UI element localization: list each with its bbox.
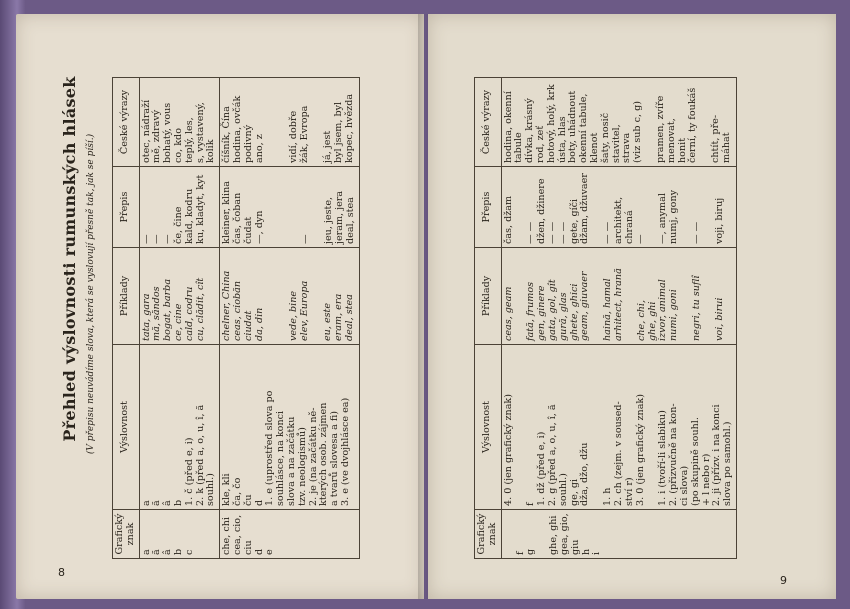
cell-line: rod, zeť	[534, 125, 546, 163]
cell-line: geam, giuvaer	[579, 271, 591, 341]
cell-line: bohatý, vous	[162, 102, 174, 163]
cell-line: —	[634, 234, 646, 244]
header-vyslovnost: Výslovnost	[113, 345, 140, 510]
cell-line: —	[300, 234, 312, 244]
cell-line: stavitel,	[610, 124, 622, 163]
cell-line	[265, 251, 277, 341]
cell-line: pramen, zvíře	[654, 95, 666, 163]
cell-line: co, kdo	[172, 128, 184, 163]
cell-line: —	[140, 234, 152, 244]
cell-line	[289, 170, 301, 244]
cell-line: gea, gio,	[558, 513, 570, 555]
cell-prepis	[139, 167, 220, 248]
left-page	[16, 14, 424, 599]
cell-line: souhl.)	[557, 473, 569, 506]
cell-line: 3. 0 (jen grafický znak)	[634, 394, 646, 506]
cell-line: kopec, hvězda	[343, 93, 355, 163]
cell-line: vede, bine	[288, 290, 300, 341]
cell-line: otec, nádraží	[140, 99, 152, 163]
cell-line: kald, kodru	[183, 188, 195, 244]
cell-line: h	[580, 548, 592, 555]
cell-line: d	[253, 499, 265, 506]
cell-line: architekt,	[612, 196, 624, 244]
cell-line: hodina, okenní	[502, 91, 514, 163]
cell-line: 2. k (před a, o, u, î, ă	[194, 404, 206, 506]
cell-line	[591, 348, 603, 506]
cell-line: čas, čoban	[231, 192, 243, 244]
cell-prepis	[501, 167, 736, 248]
cell-line: eu, este	[321, 302, 333, 341]
cell-line: ča, čo	[231, 477, 243, 506]
header-vyslovnost: Výslovnost	[475, 345, 502, 510]
cell-line: ano, z	[253, 134, 265, 163]
cell-line: honit	[676, 137, 688, 163]
header-ceske: České výrazy	[475, 78, 502, 167]
cell-line: 1. i (tvoří-li slabiku)	[657, 410, 669, 506]
cell-line: menovat,	[665, 118, 677, 163]
cell-line: teplý, les,	[183, 117, 195, 163]
cell-line: ghe, ghi	[646, 301, 658, 341]
cell-line: numi, goni	[668, 289, 680, 341]
cell-line: já, jest	[321, 130, 333, 163]
cell-line: deal, stea	[344, 197, 356, 244]
cell-line: klenot	[588, 132, 600, 163]
cell-line: ge, gi	[568, 478, 580, 506]
cell-line: 2. je (na začátku ně-	[307, 407, 319, 506]
cell-line: negri, tu suflî	[690, 275, 702, 341]
cell-line: — —	[602, 221, 614, 244]
cell-line: byl jsem, byl	[332, 101, 344, 163]
header-priklady: Příklady	[475, 248, 502, 345]
cell-line: máhat	[720, 132, 732, 163]
cell-line: che, chi,	[635, 300, 647, 341]
cell-line: podivný	[242, 124, 254, 163]
cell-line: + l nebo r)	[700, 453, 712, 506]
cell-line: che, chi	[221, 517, 233, 555]
cell-line: g	[525, 548, 537, 555]
cell-line: čudat	[242, 216, 254, 244]
cell-line: ă	[151, 500, 163, 506]
cell-line: 3. e (ve dvojhlásce ea)	[339, 397, 351, 506]
cell-line: numj, gony	[668, 189, 680, 244]
cell-line: 2. ch (zejm. v soused-	[612, 401, 624, 506]
cell-line: b	[172, 548, 184, 555]
page-subtitle: (V přepisu neuvádíme slova, která se vyslovují přesně tak, jak se píší.)	[86, 133, 96, 455]
cell-line: â	[162, 549, 174, 555]
cell-line: ču	[242, 494, 254, 506]
cell-line: šaty, nosič	[599, 112, 611, 163]
cell-vyslovnost	[139, 345, 220, 510]
cell-ceske	[501, 78, 736, 167]
cell-priklady	[501, 248, 736, 345]
cell-line	[703, 251, 715, 341]
cell-line: tabule	[513, 132, 525, 163]
cell-line: eram, era	[332, 293, 344, 341]
table-row	[220, 78, 359, 559]
cell-ceske	[139, 78, 220, 167]
cell-line: kolik	[205, 139, 217, 163]
cell-line: ă	[151, 549, 163, 555]
cell-line: s, vystavený,	[194, 102, 206, 163]
pronunciation-table-left	[112, 77, 360, 559]
cell-line: ústa, hlas	[556, 116, 568, 163]
cell-line: tzv. neologismů)	[296, 427, 308, 506]
cell-priklady	[220, 248, 359, 345]
cell-line: d	[253, 548, 265, 555]
cell-line: a	[140, 549, 152, 555]
cell-line	[277, 170, 289, 244]
cell-line: c	[183, 549, 195, 555]
cell-line: ství r)	[623, 477, 635, 506]
cell-line: jeu, jeste,	[323, 196, 335, 244]
cell-line: okenní tabule,	[578, 93, 590, 163]
cell-line: žák, Evropa	[299, 105, 311, 163]
cell-line: 4. 0 (jen grafický znak)	[502, 394, 514, 506]
cell-line: ciu	[242, 540, 254, 555]
cell-line: ce, cine	[172, 303, 184, 341]
cell-line: vidí, dobře	[288, 110, 300, 163]
cell-line: ciudat	[242, 310, 254, 341]
cell-line: 2. (přizvučně na kon-	[668, 403, 680, 506]
cell-line: — —	[546, 221, 558, 244]
cell-line: gata, gol, gît	[546, 279, 558, 341]
cell-line: a tvarů slovesa a fi)	[329, 410, 341, 506]
cell-line: f	[525, 502, 537, 506]
cell-line: ghete, ghici	[568, 283, 580, 341]
cell-line: 2. ji (přízv. i na konci	[711, 404, 723, 506]
cell-vyslovnost	[501, 345, 736, 510]
cell-line: če, čine	[172, 206, 184, 244]
cell-line: ghe, ghi	[548, 515, 560, 555]
page-title: Přehled výslovnosti rumunských hlásek	[60, 76, 79, 442]
cell-line	[625, 251, 637, 341]
cell-line: — —	[525, 221, 537, 244]
cell-line: číšník, Čína	[221, 106, 233, 163]
cell-line: b	[172, 499, 184, 506]
cell-line: souhl.)	[205, 473, 217, 506]
header-ceske: České výrazy	[113, 78, 140, 167]
cell-line: fată, frumos	[525, 281, 537, 341]
cell-line: dívka, krásný	[524, 98, 536, 163]
cell-line: i	[591, 551, 603, 555]
header-prepis: Přepis	[113, 167, 140, 248]
cell-prepis	[220, 167, 359, 248]
cell-line: tata, gara	[140, 293, 152, 341]
cell-line: a	[140, 500, 152, 506]
cell-line: e	[264, 549, 276, 555]
cell-line: ci slova)	[678, 465, 690, 506]
cell-line: cu, clădit, cît	[194, 277, 206, 341]
cell-line: 1. dž (před e, i)	[536, 431, 548, 506]
cell-line	[514, 348, 526, 506]
cell-line: souhlásce, na konci	[275, 410, 287, 506]
table-row	[139, 78, 220, 559]
cell-line: černí, ty foukáš	[687, 87, 699, 163]
cell-znak	[501, 510, 736, 559]
cell-line: hodina, ovčák	[231, 95, 243, 163]
cell-line: elev, Europa	[299, 280, 311, 341]
cell-ceske	[220, 78, 359, 167]
cell-line: f	[514, 551, 526, 555]
cell-vyslovnost	[220, 345, 359, 510]
cell-line: 1. č (před e, i)	[183, 437, 195, 506]
cell-line: chelner, China	[221, 270, 233, 341]
cell-line: 2. g (před a, o, u, î, ă	[546, 404, 558, 506]
cell-line: čas, džam	[502, 195, 514, 244]
header-prepis: Přepis	[475, 167, 502, 248]
cell-line: slova po samohl.)	[722, 421, 734, 506]
cell-line: deal, stea	[343, 294, 355, 341]
cell-line: —	[162, 234, 174, 244]
cell-line: strava	[621, 132, 633, 163]
cell-line: boty, uhádnout	[567, 90, 579, 163]
cell-line: ceas, geam	[502, 286, 514, 341]
cell-line: voji, biruj	[713, 197, 725, 244]
cell-line	[265, 170, 277, 244]
cell-line: kle, kli	[221, 473, 233, 506]
cell-line: mă, săndos	[151, 286, 163, 341]
header-znak: Grafický znak	[475, 510, 502, 559]
table-row	[501, 78, 736, 559]
cell-line: 1. h	[602, 487, 614, 506]
right-page	[428, 14, 836, 599]
cell-line: izvor, animal	[657, 279, 669, 341]
cell-line: giu	[569, 539, 581, 555]
cell-line: džen, džinere	[536, 178, 548, 244]
cell-line	[265, 81, 277, 163]
cell-line: dža, džo, džu	[579, 442, 591, 506]
cell-znak	[220, 510, 359, 559]
cell-znak	[139, 510, 220, 559]
cell-line: voi, birui	[713, 297, 725, 341]
cell-line: —, anymal	[657, 193, 669, 244]
pronunciation-table-right	[474, 77, 737, 559]
cell-line: —	[151, 234, 163, 244]
cell-line	[504, 513, 516, 555]
cell-line: â	[162, 500, 174, 506]
cell-line: kleiner, klina	[221, 181, 233, 244]
cell-line: ceas, ciobăn	[231, 280, 243, 341]
cell-line: gete, gíči	[568, 198, 580, 244]
cell-line: hotový, holý, krk	[545, 84, 557, 163]
cell-line: ku, kladyt, kyt	[194, 174, 206, 244]
cell-line: gură, glas	[557, 292, 569, 341]
cell-line: cea, cio,	[231, 514, 243, 555]
page-number: 8	[58, 566, 65, 579]
cell-line: mě, zdravý	[151, 109, 163, 163]
cell-line: džam, džuvaer	[579, 173, 591, 244]
cell-line: — —	[690, 221, 702, 244]
header-znak: Grafický znak	[113, 510, 140, 559]
cell-line: chraná	[623, 210, 635, 244]
cell-line: (viz sub c, g)	[632, 101, 644, 163]
cell-line: cald, codru	[183, 286, 195, 341]
cell-line: haină, hamal	[602, 278, 614, 341]
cell-priklady	[139, 248, 220, 345]
cell-line: jeram, jera	[333, 190, 345, 244]
cell-line: arhitect, hrană	[612, 268, 624, 341]
cell-line: bogat, barba	[162, 278, 174, 341]
cell-line: —, dyn	[253, 210, 265, 244]
header-priklady: Příklady	[113, 248, 140, 345]
cell-line: gen, ginere	[536, 285, 548, 341]
cell-line	[703, 170, 715, 244]
cell-line: — —	[557, 221, 569, 244]
cell-line: (po skupině souhl.	[689, 417, 701, 506]
cell-line: chtít, pře-	[710, 114, 722, 163]
cell-line: 1. e (uprostřed slova po	[264, 390, 276, 506]
cell-line: da, din	[253, 307, 265, 341]
page-number: 9	[780, 574, 787, 587]
cell-line: slova a na začátku	[285, 416, 297, 506]
cell-line: kterých osob. zájmen	[318, 402, 330, 506]
